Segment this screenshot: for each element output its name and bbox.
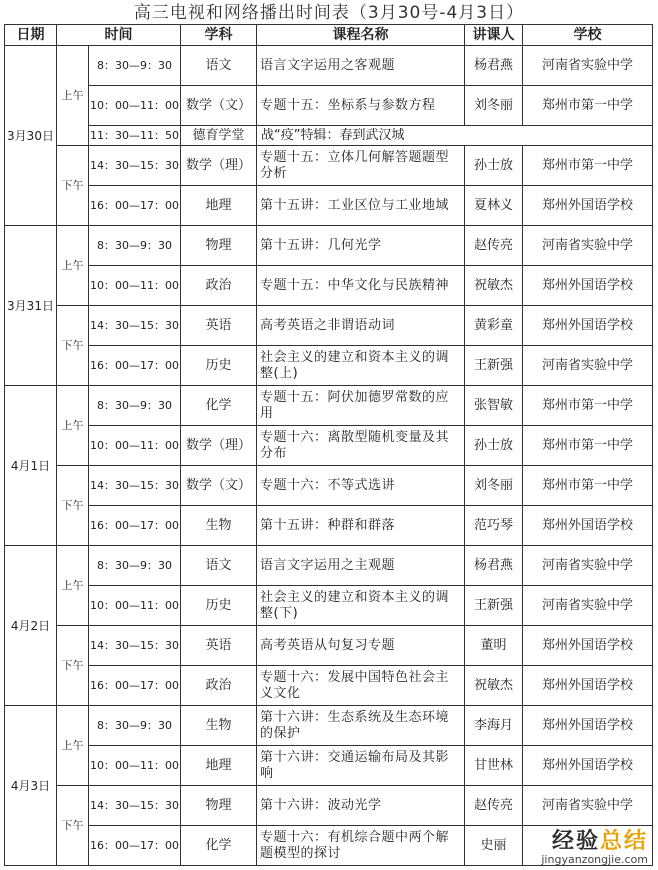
course-cell: 专题十六：不等式选讲 [257, 466, 465, 506]
time-cell: 8：30—9：30 [89, 546, 181, 586]
course-cell: 专题十六：离散型随机变量及其分布 [257, 426, 465, 466]
course-cell: 社会主义的建立和资本主义的调整(下) [257, 586, 465, 626]
course-cell: 高考英语从句复习专题 [257, 626, 465, 666]
subject-cell: 语文 [181, 46, 257, 86]
subject-cell: 英语 [181, 306, 257, 346]
subject-cell: 政治 [181, 266, 257, 306]
date-cell: 4月3日 [5, 706, 57, 866]
date-cell: 4月2日 [5, 546, 57, 706]
time-cell: 14：30—15：30 [89, 146, 181, 186]
table-row [5, 586, 653, 626]
school-cell: 郑州外国语学校 [523, 666, 653, 706]
teacher-cell: 王新强 [465, 346, 523, 386]
table-row [5, 266, 653, 306]
table-row [5, 666, 653, 706]
course-cell: 专题十六：有机综合题中两个解题模型的探讨 [257, 826, 465, 866]
period-pm-cell: 下午 [57, 466, 89, 546]
subject-cell: 生物 [181, 506, 257, 546]
teacher-cell: 李海月 [465, 706, 523, 746]
teacher-cell: 张智敏 [465, 386, 523, 426]
teacher-cell: 祝敏杰 [465, 666, 523, 706]
teacher-cell: 甘世林 [465, 746, 523, 786]
table-row [5, 626, 653, 666]
time-cell: 14：30—15：30 [89, 786, 181, 826]
time-cell: 8：30—9：30 [89, 386, 181, 426]
time-cell: 8：30—9：30 [89, 226, 181, 266]
time-cell: 16：00—17：00 [89, 346, 181, 386]
table-row [5, 506, 653, 546]
course-cell: 语言文字运用之客观题 [257, 46, 465, 86]
time-cell: 10：00—11：00 [89, 266, 181, 306]
period-am-cell: 上午 [57, 386, 89, 466]
course-cell: 专题十五：阿伏加德罗常数的应用 [257, 386, 465, 426]
school-cell: 郑州外国语学校 [523, 506, 653, 546]
table-row [5, 86, 653, 126]
header-course: 课程名称 [257, 25, 465, 46]
course-cell: 第十六讲：生态系统及生态环境的保护 [257, 706, 465, 746]
watermark-url: jingyanzongjie.com [541, 853, 648, 866]
school-cell: 郑州外国语学校 [523, 186, 653, 226]
watermark-logo [541, 830, 648, 866]
school-cell: 郑州市第一中学 [523, 86, 653, 126]
table-row [5, 306, 653, 346]
school-cell: 郑州外国语学校 [523, 266, 653, 306]
watermark-brand [541, 830, 648, 854]
date-cell: 3月30日 [5, 46, 57, 226]
school-cell: 郑州市第一中学 [523, 426, 653, 466]
teacher-cell: 赵传亮 [465, 786, 523, 826]
table-row [5, 126, 653, 146]
period-pm-cell: 下午 [57, 306, 89, 386]
school-cell: 河南省实验中学 [523, 786, 653, 826]
page-title: 高三电视和网络播出时间表（3月30号-4月3日） [133, 3, 525, 23]
time-cell: 16：00—17：00 [89, 506, 181, 546]
course-cell: 专题十五：坐标系与参数方程 [257, 86, 465, 126]
period-pm-cell: 下午 [57, 626, 89, 706]
subject-cell: 化学 [181, 826, 257, 866]
header-school: 学校 [523, 25, 653, 46]
time-cell: 16：00—17：00 [89, 826, 181, 866]
course-cell: 专题十五：立体几何解答题题型分析 [257, 146, 465, 186]
school-cell: 郑州外国语学校 [523, 706, 653, 746]
table-row [5, 546, 653, 586]
period-am-cell: 上午 [57, 46, 89, 146]
header-time: 时间 [57, 25, 181, 46]
header-row [5, 25, 653, 46]
school-cell: 郑州市第一中学 [523, 146, 653, 186]
course-cell: 专题十六：发展中国特色社会主义文化 [257, 666, 465, 706]
date-cell: 4月1日 [5, 386, 57, 546]
school-cell: 郑州市第一中学 [523, 466, 653, 506]
subject-cell: 地理 [181, 746, 257, 786]
teacher-cell: 王新强 [465, 586, 523, 626]
time-cell: 14：30—15：30 [89, 626, 181, 666]
teacher-cell: 祝敏杰 [465, 266, 523, 306]
teacher-cell: 黄彩童 [465, 306, 523, 346]
subject-cell: 英语 [181, 626, 257, 666]
course-cell: 高考英语之非谓语动词 [257, 306, 465, 346]
teacher-cell: 杨君燕 [465, 546, 523, 586]
course-cell: 第十五讲：种群和群落 [257, 506, 465, 546]
time-cell: 16：00—17：00 [89, 186, 181, 226]
school-cell: 河南省实验中学 [523, 46, 653, 86]
date-cell: 3月31日 [5, 226, 57, 386]
subject-cell: 地理 [181, 186, 257, 226]
subject-cell: 数学（理） [181, 426, 257, 466]
time-cell: 8：30—9：30 [89, 706, 181, 746]
course-cell: 社会主义的建立和资本主义的调整(上) [257, 346, 465, 386]
period-am-cell: 上午 [57, 546, 89, 626]
table-row [5, 706, 653, 746]
subject-cell: 数学（理） [181, 146, 257, 186]
table-row [5, 746, 653, 786]
table-row [5, 46, 653, 86]
period-am-cell: 上午 [57, 706, 89, 786]
time-cell: 8：30—9：30 [89, 46, 181, 86]
table-row [5, 386, 653, 426]
teacher-cell: 范巧琴 [465, 506, 523, 546]
subject-cell: 生物 [181, 706, 257, 746]
school-cell: 郑州外国语学校 [523, 626, 653, 666]
watermark-brand-a: 经验 [551, 829, 600, 854]
teacher-cell: 刘冬丽 [465, 86, 523, 126]
school-cell: 河南省实验中学 [523, 546, 653, 586]
school-cell: 河南省实验中学 [523, 226, 653, 266]
school-cell: 河南省实验中学 [523, 586, 653, 626]
time-cell: 16：00—17：00 [89, 666, 181, 706]
teacher-cell: 夏林义 [465, 186, 523, 226]
course-cell: 第十五讲：几何光学 [257, 226, 465, 266]
teacher-cell: 董明 [465, 626, 523, 666]
course-cell: 第十六讲：波动光学 [257, 786, 465, 826]
table-row [5, 186, 653, 226]
header-date: 日期 [5, 25, 57, 46]
course-cell: 第十六讲：交通运输布局及其影响 [257, 746, 465, 786]
school-cell: 郑州市第一中学 [523, 386, 653, 426]
schedule-table [4, 24, 653, 866]
header-subject: 学科 [181, 25, 257, 46]
period-pm-cell: 下午 [57, 146, 89, 226]
subject-cell: 德育学堂 [181, 126, 257, 146]
teacher-cell: 孙士放 [465, 426, 523, 466]
table-row [5, 226, 653, 266]
table-row [5, 346, 653, 386]
teacher-cell: 赵传亮 [465, 226, 523, 266]
subject-cell: 物理 [181, 226, 257, 266]
subject-cell: 语文 [181, 546, 257, 586]
time-cell: 11：30—11：50 [89, 126, 181, 146]
teacher-cell: 杨君燕 [465, 46, 523, 86]
table-row [5, 786, 653, 826]
teacher-cell: 史丽 [465, 826, 523, 866]
subject-cell: 历史 [181, 586, 257, 626]
table-row [5, 466, 653, 506]
subject-cell: 数学（文） [181, 466, 257, 506]
special-program-cell: 战“疫”特辑：春到武汉城 [257, 126, 653, 146]
time-cell: 10：00—11：00 [89, 746, 181, 786]
teacher-cell: 孙士放 [465, 146, 523, 186]
course-cell: 第十五讲：工业区位与工业地域 [257, 186, 465, 226]
table-row [5, 146, 653, 186]
time-cell: 10：00—11：00 [89, 86, 181, 126]
table-row [5, 426, 653, 466]
time-cell: 14：30—15：30 [89, 466, 181, 506]
school-cell: 河南省实验中学 [523, 346, 653, 386]
school-cell: 郑州外国语学校 [523, 746, 653, 786]
subject-cell: 历史 [181, 346, 257, 386]
course-cell: 专题十五：中华文化与民族精神 [257, 266, 465, 306]
period-pm-cell: 下午 [57, 786, 89, 866]
school-cell: 郑州外国语学校 [523, 306, 653, 346]
time-cell: 14：30—15：30 [89, 306, 181, 346]
header-teacher: 讲课人 [465, 25, 523, 46]
subject-cell: 政治 [181, 666, 257, 706]
time-cell: 10：00—11：00 [89, 586, 181, 626]
watermark-brand-b: 总结 [599, 829, 648, 854]
subject-cell: 化学 [181, 386, 257, 426]
schedule-body [5, 46, 653, 866]
subject-cell: 数学（文） [181, 86, 257, 126]
time-cell: 10：00—11：00 [89, 426, 181, 466]
period-am-cell: 上午 [57, 226, 89, 306]
teacher-cell: 刘冬丽 [465, 466, 523, 506]
course-cell: 语言文字运用之主观题 [257, 546, 465, 586]
subject-cell: 物理 [181, 786, 257, 826]
